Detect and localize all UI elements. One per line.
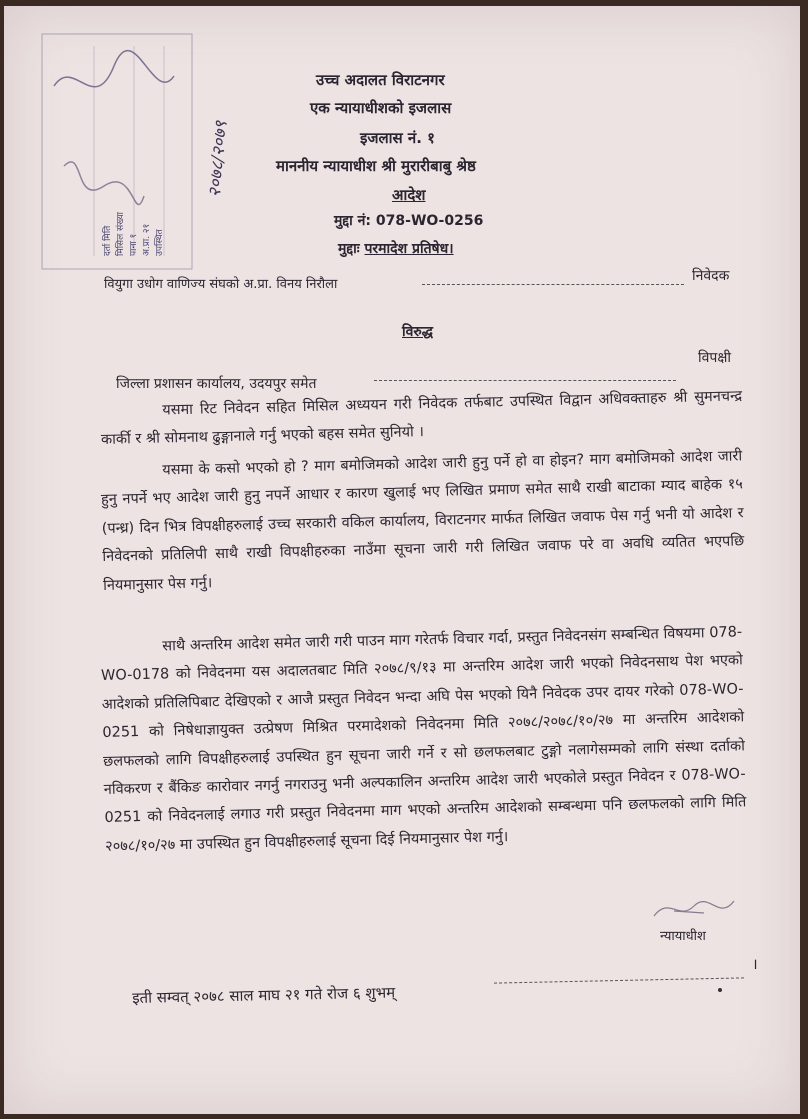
stamp-line: दर्ता मिति	[103, 225, 113, 256]
date-dash-line	[494, 977, 744, 983]
judge-name: माननीय न्यायाधीश श्री मुरारीबाबु श्रेष्ठ	[276, 157, 476, 175]
petitioner-role: निवेदक	[692, 268, 730, 284]
stamp-handwritten-number: २०७८/२०७९	[204, 120, 232, 199]
case-subject: परमादेश प्रतिषेध।	[364, 241, 454, 257]
body-paragraph-1: यसमा रिट निवेदन सहित मिसिल अध्ययन गरी निवेदक तर्फबाट उपस्थित विद्वान अधिवक्ताहरु श्री सुमनचन्द्र कार्की र श्री सोमनाथ ढुङ्गानाले गर्नु भएको बहस समेत सुनियो ।	[100, 388, 743, 449]
body-paragraph-2: यसमा के कसो भएको हो ? माग बमोजिमको आदेश जारी हुनु पर्ने हो वा होइन? माग बमोजिमको आदेश जारी हुनु नपर्ने भए आदेश जारी हुनु नपर्ने आधार र कारण खुलाई भए लिखित प्रमाण समेत साथै राखी बाटाका म्याद बाहेक १५ (पन्ध्र) दिन भित्र विपक्षीहरुलाई उच्च सरकारी वकिल कार्यालय, विराटनगर मार्फत लिखित जवाफ पेस गर्नु भनी यो आदेश र निवेदनको प्रतिलिपी साथै राखी विपक्षीहरुका नाउँमा सूचना जारी गरी लिखित जवाफ परे वा अवधि व्यतित भएपछि नियमानुसार पेस गर्नु।	[100, 448, 745, 594]
date-end-mark: ।	[752, 955, 758, 973]
date-line: इती सम्वत् २०७८ साल माघ २१ गते रोज ६ शुभम्	[132, 983, 396, 1007]
registration-stamp	[34, 26, 234, 276]
case-number-row	[334, 211, 483, 230]
petitioner-dash-line	[422, 284, 684, 285]
stamp-line: उपस्थित	[155, 229, 165, 256]
bench-number: इजलास नं. १	[360, 129, 435, 147]
judge-role: न्यायाधीश	[660, 929, 706, 944]
judge-signature-graphic	[644, 891, 754, 931]
ink-dot	[718, 988, 722, 992]
court-name: उच्च अदालत विराटनगर	[316, 71, 445, 89]
stamp-line: पाना १	[129, 233, 139, 256]
order-title: आदेश	[392, 186, 426, 204]
stamp-line: मिसिल संख्या	[116, 212, 126, 256]
bench-name: एक न्यायाधीशको इजलास	[310, 99, 452, 117]
body-paragraph-3: साथै अन्तरिम आदेश समेत जारी गरी पाउन माग गरेतर्फ विचार गर्दा, प्रस्तुत निवेदनसंग सम्बन्धित विषयमा 078-WO-0178 को निवेदनमा यस अदालतबाट मिति २०७८/९/१३ मा अन्तरिम आदेश जारी भएको निवेदनसाथ पेश भएको आदेशको प्रतिलिपिबाट देखिएको र आजै प्रस्तुत निवेदन भन्दा अघि पेस भएको यिनै निवेदक उपर दायर गरेको 078-WO-0251 को निषेधाज्ञायुक्त उत्प्रेषण मिश्रित परमादेशको निवेदनमा मिति २०७८/२०७८/१०/२७ मा अन्तरिम आदेशको छलफलको लागि विपक्षीहरुलाई उपस्थित हुन सूचना जारी गर्ने र सो छलफलबाट टुङ्गो नलागेसम्मको लागि संस्था दर्ताको नविकरण र बैंकिङ कारोवार नगर्नु नगराउनु भनी अल्पकालिन अन्तरिम आदेश जारी भएकोले प्रस्तुत निवेदन र 078-WO-0251 को निवेदनलाई लगाउ गरी प्रस्तुत निवेदनमा माग भएको अन्तरिम आदेशको सम्बन्धमा पनि छलफलको लागि मिति २०७८/१०/२७ मा उपस्थित हुन विपक्षीहरुलाई सूचना दिई नियमानुसार पेश गर्नु।	[100, 624, 747, 855]
case-number: 078-WO-0256	[375, 213, 484, 229]
versus-label: विरुद्ध	[402, 324, 433, 340]
petitioner-name: वियुगा उधोग वाणिज्य संघको अ.प्रा. विनय निरौला	[104, 277, 338, 292]
case-subject-row	[338, 239, 454, 258]
case-number-label: मुद्दा नं:	[334, 213, 372, 229]
respondent-dash-line	[374, 380, 676, 381]
court-order-document	[4, 6, 800, 1114]
case-subject-label: मुद्दाः	[338, 241, 360, 257]
respondent-role: विपक्षी	[698, 350, 732, 366]
respondent-name: जिल्ला प्रशासन कार्यालय, उदयपुर समेत	[116, 376, 317, 392]
stamp-line: अ.प्रा. २१	[142, 223, 152, 256]
